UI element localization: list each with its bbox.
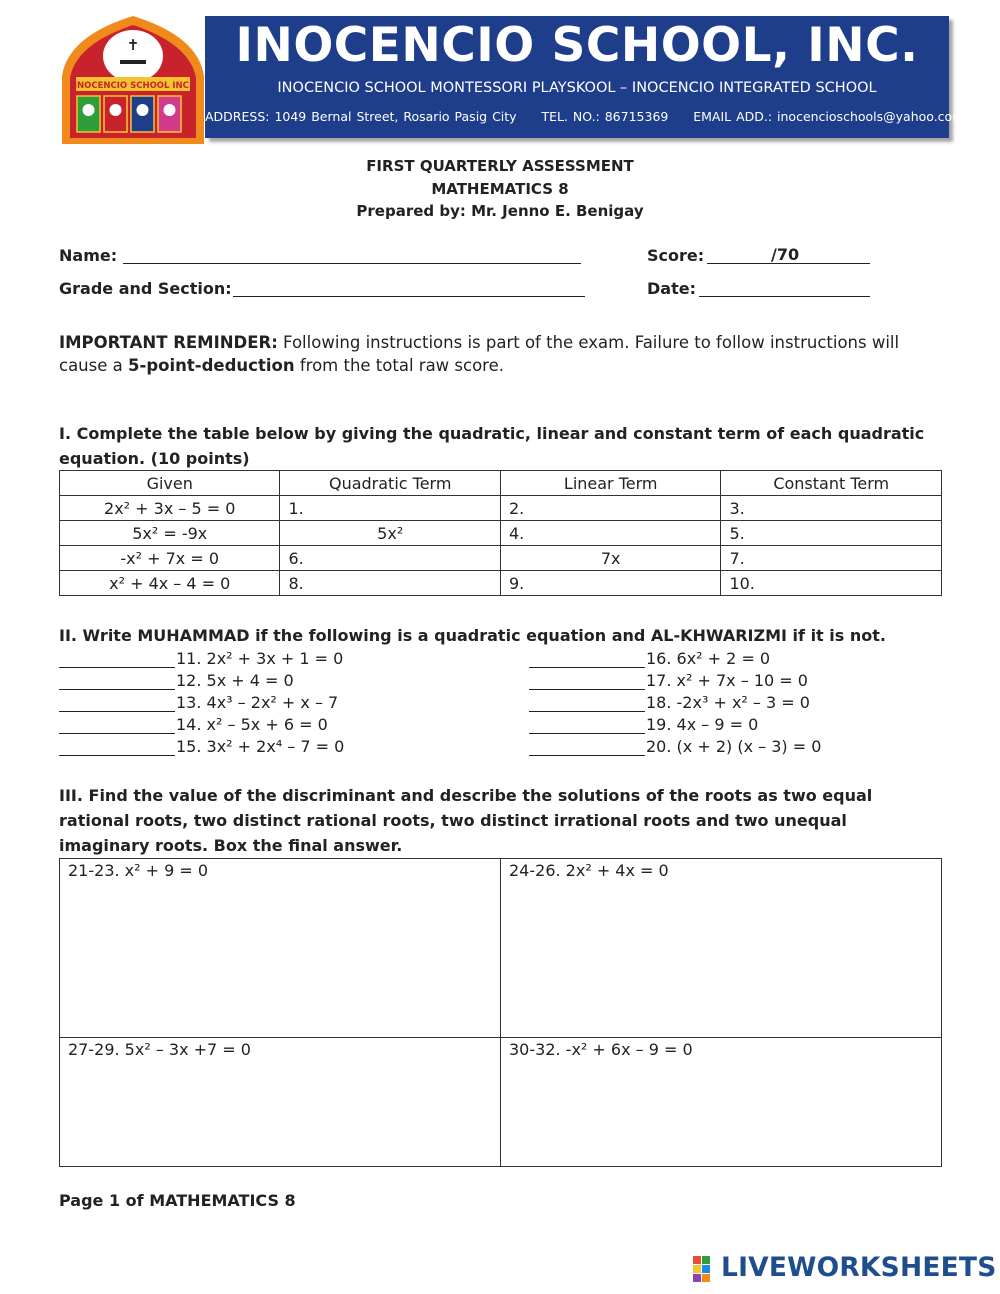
school-contact: ADDRESS: 1049 Bernal Street, Rosario Pasig City TEL. NO.: 86715369 EMAIL ADD.: inocencioschools@yahoo.com [205, 109, 965, 124]
terms-table [59, 470, 942, 596]
given-cell: 2x² + 3x – 5 = 0 [60, 496, 280, 521]
score-total: /70 [771, 245, 800, 264]
answer-blank[interactable] [59, 739, 175, 756]
reminder-label: IMPORTANT REMINDER: [59, 333, 278, 352]
part2-instruction: II. Write MUHAMMAD if the following is a quadratic equation and AL-KHWARIZMI if it is not. [59, 626, 886, 645]
question-text: 18. -2x³ + x² – 3 = 0 [646, 693, 810, 712]
name-label: Name: [59, 246, 118, 265]
important-reminder [59, 331, 919, 377]
date-label: Date: [647, 279, 696, 298]
grade-section-field[interactable] [233, 296, 585, 297]
question-text: 16. 6x² + 2 = 0 [646, 649, 771, 668]
part1-instruction: I. Complete the table below by giving the quadratic, linear and constant term of each quadratic equation. (10 points) [59, 424, 925, 468]
list-item [59, 649, 343, 668]
problem-text: 24-26. 2x² + 4x = 0 [509, 861, 669, 880]
table-row [60, 546, 942, 571]
answer-cell[interactable]: 10. [721, 571, 942, 596]
date-field[interactable] [699, 296, 870, 297]
given-cell: -x² + 7x = 0 [60, 546, 280, 571]
answer-cell[interactable]: 6. [280, 546, 501, 571]
answer-cell[interactable]: 4. [500, 521, 720, 546]
list-item [529, 715, 758, 734]
given-cell: 5x² [280, 521, 501, 546]
liveworksheets-brand: LIVEWORKSHEETS [721, 1252, 997, 1283]
prepared-by: Prepared by: Mr. Jenno E. Benigay [356, 202, 644, 220]
discriminant-table [59, 858, 942, 1167]
answer-blank[interactable] [529, 717, 645, 734]
answer-blank[interactable] [59, 695, 175, 712]
answer-cell[interactable]: 3. [721, 496, 942, 521]
problem-text: 30-32. -x² + 6x – 9 = 0 [509, 1040, 693, 1059]
answer-box[interactable] [60, 859, 501, 1038]
header-banner [205, 16, 965, 138]
question-text: 14. x² – 5x + 6 = 0 [176, 715, 328, 734]
table-row [60, 521, 942, 546]
assessment-title: FIRST QUARTERLY ASSESSMENT [366, 157, 634, 175]
answer-blank[interactable] [59, 717, 175, 734]
question-text: 19. 4x – 9 = 0 [646, 715, 759, 734]
answer-box[interactable] [501, 1038, 942, 1167]
liveworksheets-icon [693, 1254, 719, 1284]
question-text: 17. x² + 7x – 10 = 0 [646, 671, 808, 690]
question-text: 13. 4x³ – 2x² + x – 7 [176, 693, 339, 712]
answer-blank[interactable] [529, 739, 645, 756]
given-cell: 7x [500, 546, 720, 571]
header-constant: Constant Term [721, 471, 942, 496]
question-text: 12. 5x + 4 = 0 [176, 671, 294, 690]
header-given: Given [60, 471, 280, 496]
given-cell: x² + 4x – 4 = 0 [60, 571, 280, 596]
table-row [60, 496, 942, 521]
answer-blank[interactable] [59, 673, 175, 690]
problem-text: 21-23. x² + 9 = 0 [68, 861, 209, 880]
given-cell: 5x² = -9x [60, 521, 280, 546]
answer-cell[interactable]: 7. [721, 546, 942, 571]
answer-cell[interactable]: 1. [280, 496, 501, 521]
part3-instruction: III. Find the value of the discriminant and describe the solutions of the roots as two equal rational roots, two distinct rational roots, two distinct irrational roots and two unequal imaginary roots. Box the final answer. [59, 786, 873, 855]
score-label: Score: [647, 246, 705, 265]
list-item [59, 715, 328, 734]
school-logo [58, 14, 208, 146]
header-linear: Linear Term [500, 471, 720, 496]
list-item [59, 693, 338, 712]
answer-box[interactable] [501, 859, 942, 1038]
answer-blank[interactable] [529, 651, 645, 668]
subject-title: MATHEMATICS 8 [431, 180, 569, 198]
reminder-deduction: 5-point-deduction [128, 356, 295, 375]
answer-cell[interactable]: 8. [280, 571, 501, 596]
answer-blank[interactable] [59, 651, 175, 668]
list-item [59, 671, 294, 690]
answer-box[interactable] [60, 1038, 501, 1167]
list-item [529, 671, 808, 690]
question-text: 20. (x + 2) (x – 3) = 0 [646, 737, 822, 756]
logo-text: INOCENCIO SCHOOL INC. [73, 81, 193, 91]
table-row [60, 1038, 942, 1167]
list-item [529, 737, 821, 756]
answer-cell[interactable]: 5. [721, 521, 942, 546]
reminder-text-1: Following instructions is part of the exam. Failure to follow instructions will cause a [59, 333, 900, 375]
reminder-text-2: from the total raw score. [294, 356, 504, 375]
school-subtitle: INOCENCIO SCHOOL MONTESSORI PLAYSKOOL – INOCENCIO INTEGRATED SCHOOL [277, 80, 877, 96]
list-item [529, 649, 770, 668]
table-header-row [60, 471, 942, 496]
answer-cell[interactable]: 9. [500, 571, 720, 596]
header-quadratic: Quadratic Term [280, 471, 501, 496]
school-name: INOCENCIO SCHOOL, INC. [235, 18, 919, 73]
question-text: 15. 3x² + 2x⁴ – 7 = 0 [176, 737, 345, 756]
list-item [529, 693, 810, 712]
name-field[interactable] [123, 263, 581, 264]
page-footer: Page 1 of MATHEMATICS 8 [59, 1191, 296, 1210]
answer-blank[interactable] [529, 695, 645, 712]
question-text: 11. 2x² + 3x + 1 = 0 [176, 649, 344, 668]
answer-blank[interactable] [529, 673, 645, 690]
grade-section-label: Grade and Section: [59, 279, 232, 298]
answer-cell[interactable]: 2. [500, 496, 720, 521]
problem-text: 27-29. 5x² – 3x +7 = 0 [68, 1040, 251, 1059]
list-item [59, 737, 344, 756]
table-row [60, 571, 942, 596]
table-row [60, 859, 942, 1038]
svg-text:✝: ✝ [126, 36, 140, 54]
